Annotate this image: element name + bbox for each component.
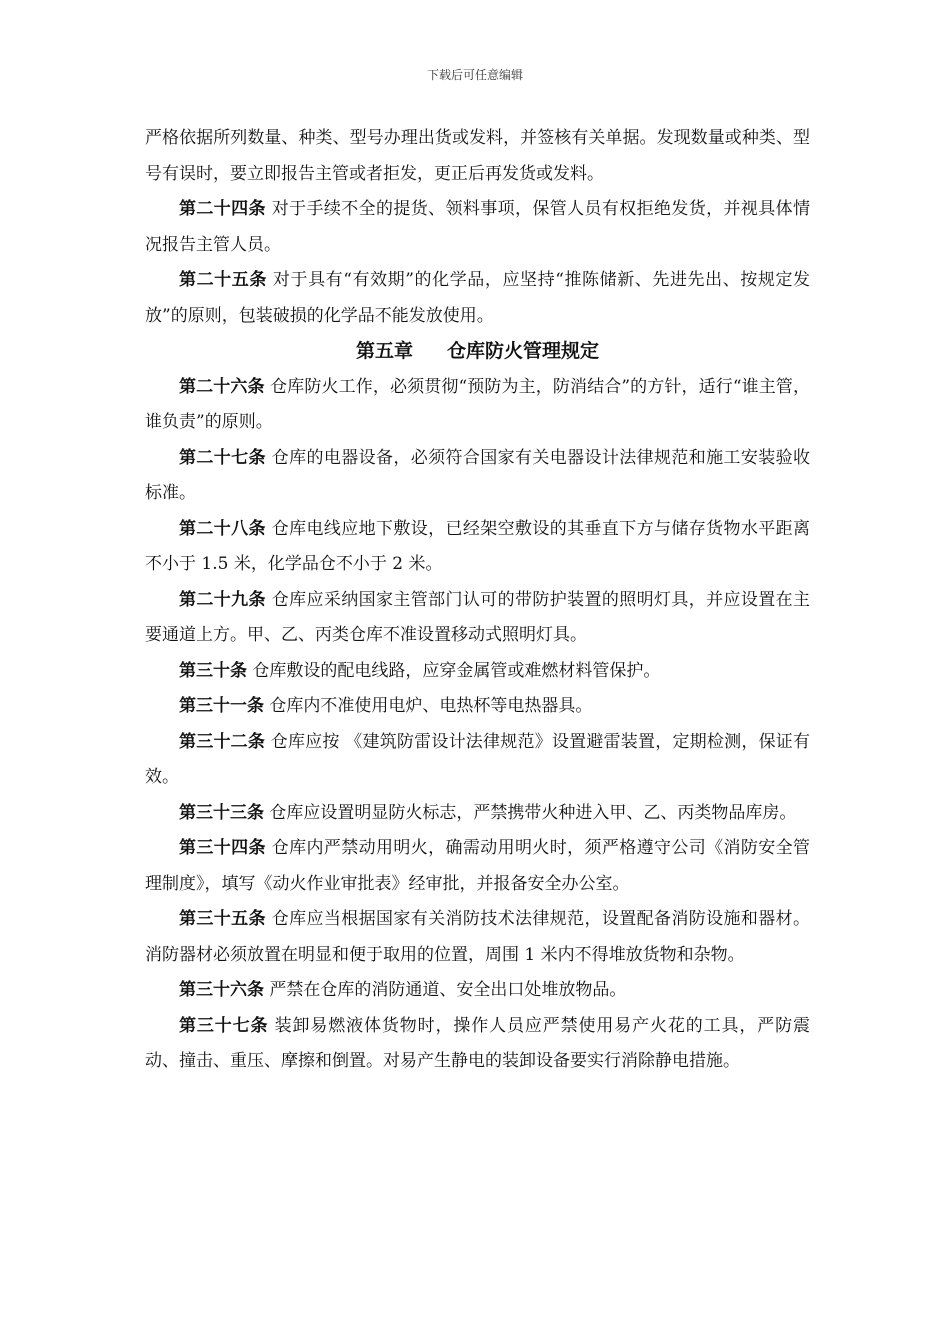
article-34: [145, 831, 810, 902]
article-text: 仓库内严禁动用明火，确需动用明火时，须严格遵守公司《消防安全管理制度》，填写《动火作业审批表》经审批，并报备安全办公室。: [145, 838, 811, 894]
article-number: 第三十条: [179, 660, 247, 681]
article-37: [145, 1009, 810, 1080]
article-36: [145, 973, 810, 1009]
article-number: 第二十七条: [179, 447, 266, 468]
article-number: 第二十九条: [179, 589, 266, 610]
article-number: 第二十四条: [179, 199, 266, 219]
article-27: [145, 441, 810, 512]
header-note: 下载后可任意编辑: [426, 68, 523, 82]
article-29: [145, 583, 810, 654]
article-text: 仓库应设置明显防火标志，严禁携带火种进入甲、乙、丙类物品库房。: [269, 802, 797, 823]
article-28: [145, 512, 810, 583]
article-25: [145, 263, 810, 334]
article-text: 装卸易燃液体货物时，操作人员应严禁使用易产火花的工具，严防震动、撞击、重压、摩擦和倒置。对易产生静电的装卸设备要实行消除静电措施。: [145, 1015, 811, 1071]
article-text: 仓库应采纳国家主管部门认可的带防护装置的照明灯具，并应设置在主要通道上方。甲、乙、丙类仓库不准设置移动式照明灯具。: [145, 589, 811, 645]
article-33: [145, 796, 810, 832]
article-32: [145, 725, 810, 796]
article-text: 仓库敷设的配电线路，应穿金属管或难燃材料管保护。: [252, 660, 661, 681]
article-text: 仓库防火工作，必须贯彻“预防为主，防消结合”的方针，适行“谁主管，谁负责”的原则。: [145, 376, 811, 432]
article-number: 第二十八条: [179, 518, 266, 539]
article-35: [145, 902, 810, 973]
article-text: 仓库电线应地下敷设，已经架空敷设的其垂直下方与储存货物水平距离不小于 1.5 米，化学品仓不小于 2 米。: [145, 518, 811, 574]
article-24: [145, 192, 810, 263]
article-text: 对于手续不全的提货、领料事项，保管人员有权拒绝发货，并视具体情况报告主管人员。: [145, 199, 811, 255]
article-31: [145, 689, 810, 725]
article-text: 仓库应当根据国家有关消防技术法律规范，设置配备消防设施和器材。消防器材必须放置在明显和便于取用的位置，周围 1 米内不得堆放货物和杂物。: [145, 909, 811, 965]
article-number: 第三十六条: [179, 980, 264, 1000]
chapter-heading: [145, 334, 810, 370]
article-number: 第三十三条: [179, 802, 264, 823]
article-text: 仓库应按 《建筑防雷设计法律规范》设置避雷装置，定期检测，保证有效。: [145, 731, 811, 787]
chapter-title: 仓库防火管理规定: [447, 340, 600, 362]
article-number: 第三十二条: [179, 731, 266, 752]
article-number: 第三十四条: [179, 838, 266, 858]
article-text: 严禁在仓库的消防通道、安全出口处堆放物品。: [269, 980, 627, 1000]
article-26: [145, 370, 810, 441]
article-number: 第三十七条: [179, 1015, 269, 1036]
intro-paragraph: 严格依据所列数量、种类、型号办理出货或发料，并签核有关单据。发现数量或种类、型号有误时，要立即报告主管或者拒发，更正后再发货或发料。: [145, 128, 810, 184]
article-number: 第三十五条: [179, 909, 266, 929]
chapter-articles: [145, 370, 810, 1080]
article-30: [145, 654, 810, 690]
article-number: 第二十六条: [179, 376, 265, 397]
document-body: [145, 121, 810, 1080]
article-text: 仓库的电器设备，必须符合国家有关电器设计法律规范和施工安装验收标准。: [145, 447, 811, 503]
article-number: 第三十一条: [179, 696, 264, 716]
article-text: 对于具有“有效期”的化学品，应坚持“推陈储新、先进先出、按规定发放”的原则，包装破损的化学品不能发放使用。: [145, 270, 811, 326]
article-number: 第二十五条: [179, 270, 267, 290]
chapter-number: 第五章: [355, 340, 413, 362]
article-text: 仓库内不准使用电炉、电热杯等电热器具。: [269, 696, 593, 716]
articles-before-chapter: [145, 192, 810, 334]
